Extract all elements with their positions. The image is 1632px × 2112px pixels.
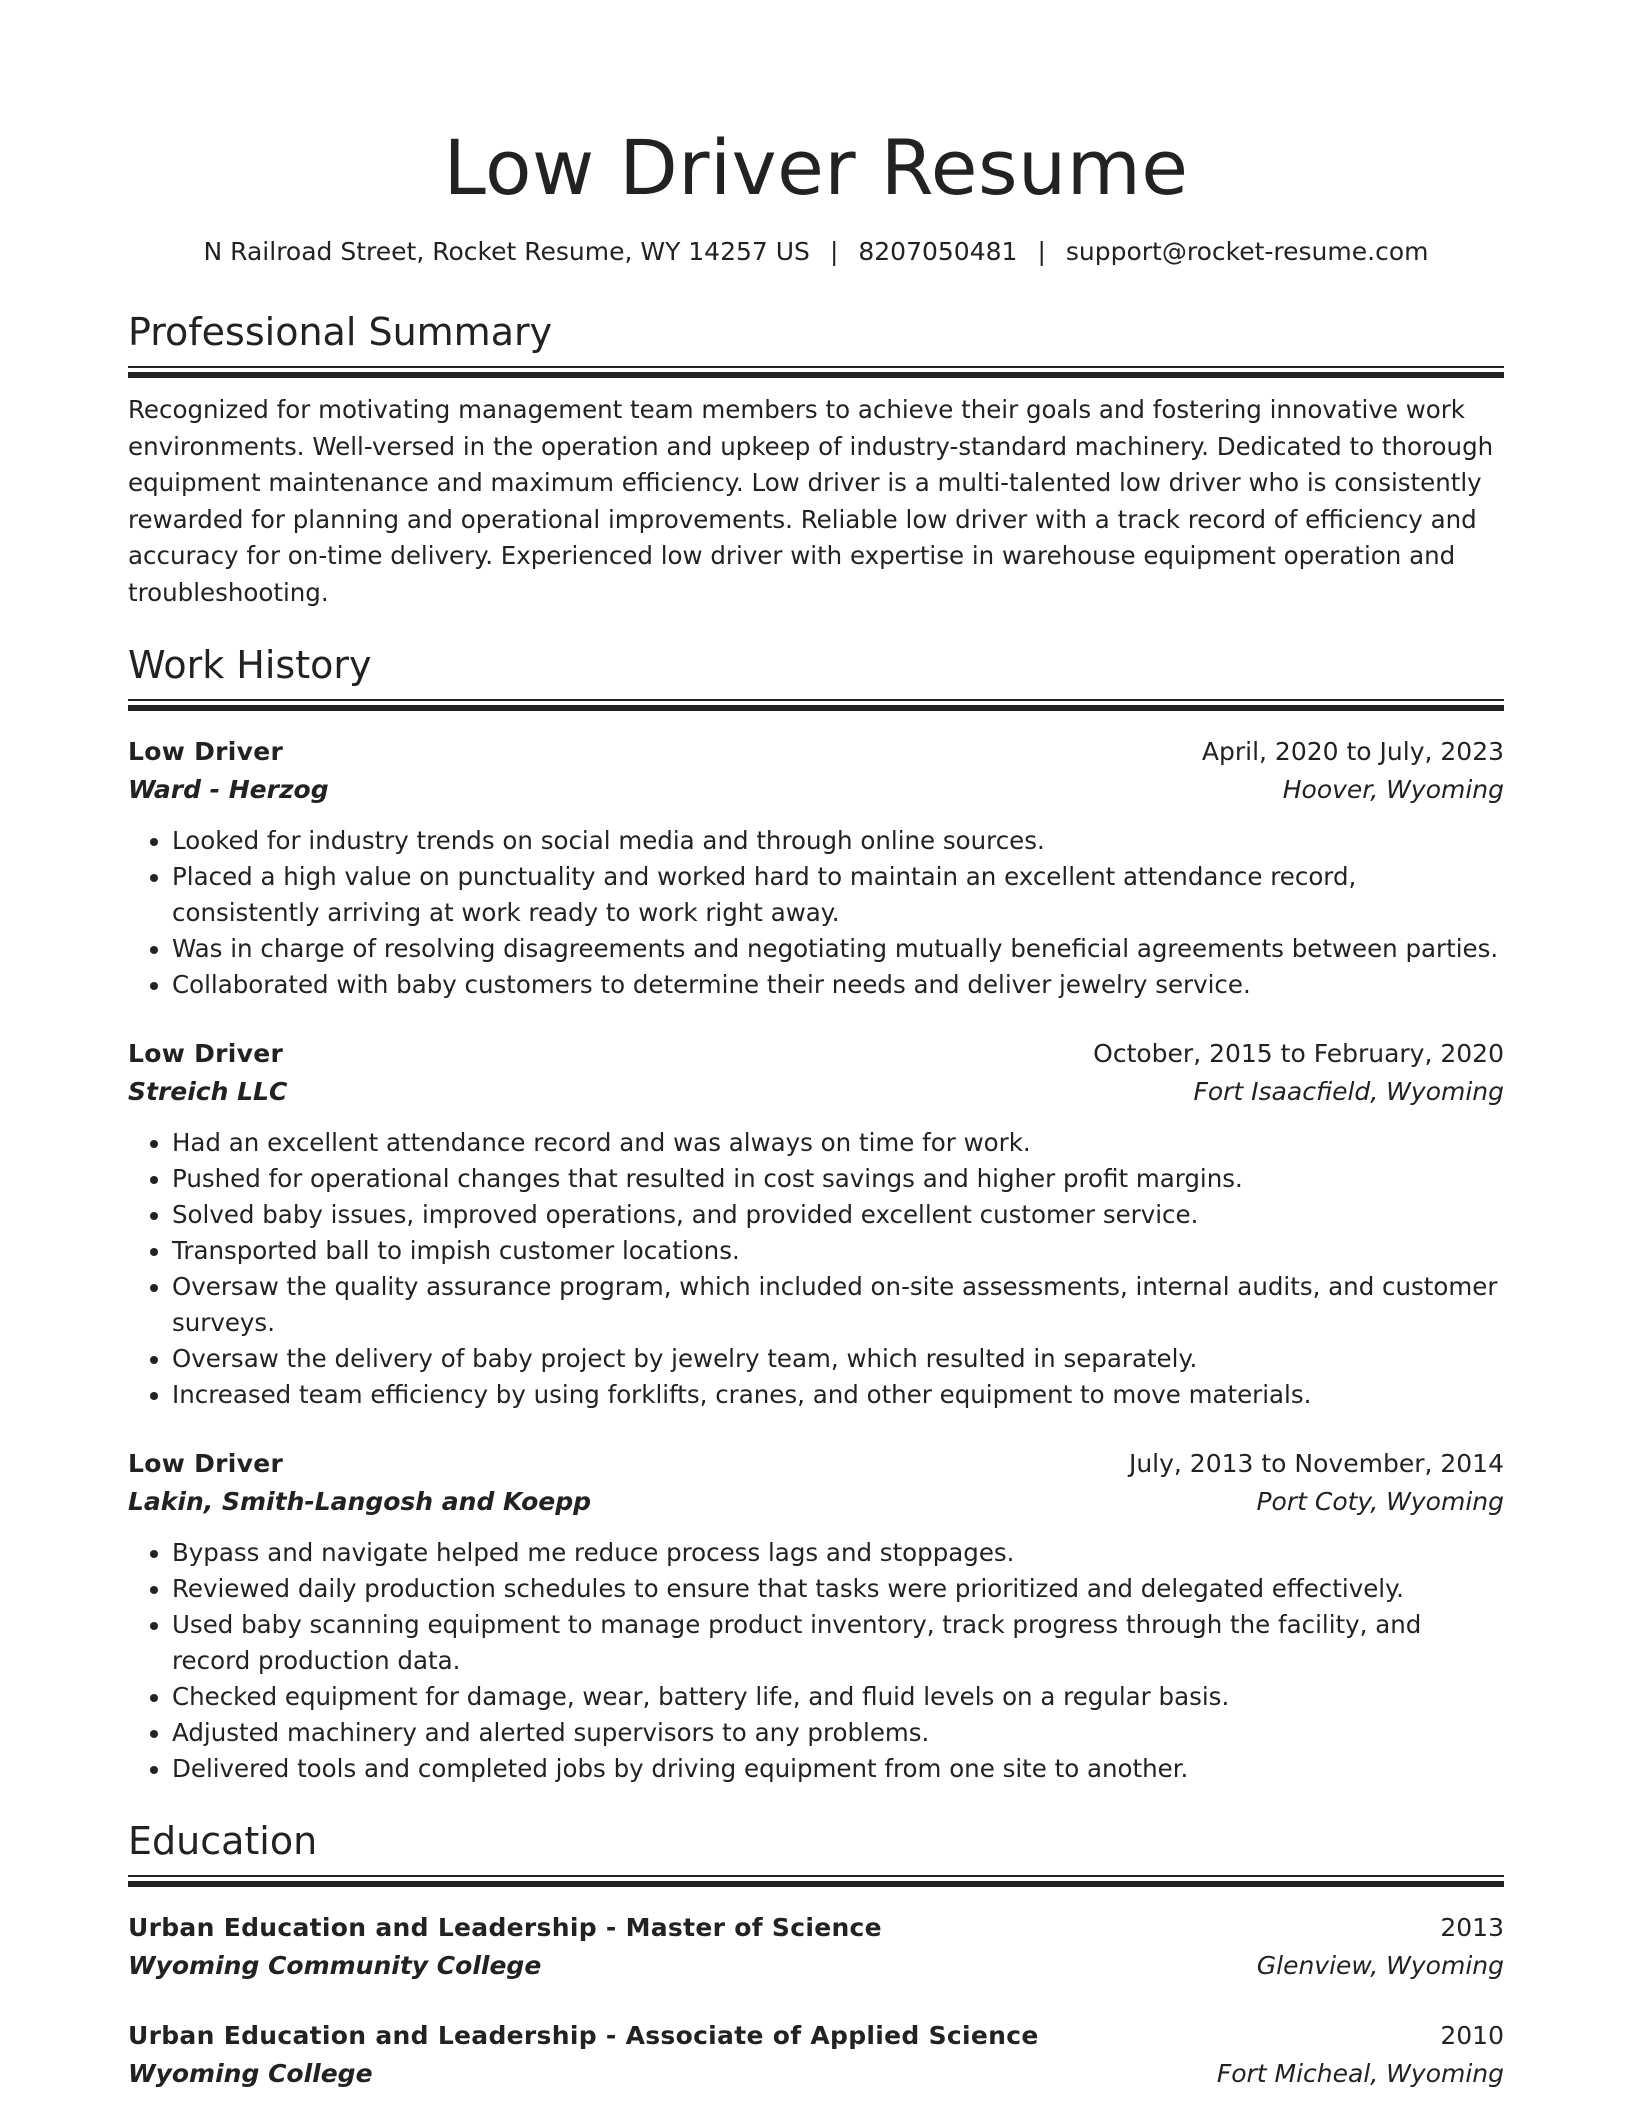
job-location: Hoover, Wyoming [1282,775,1504,804]
section-heading-work: Work History [128,643,372,687]
job-dates: April, 2020 to July, 2023 [1201,737,1504,766]
list-item: • Placed a high value on punctuality and worked hard to maintain an excellent attendance record, consistently arriving at work ready to work right away. [172,859,1504,931]
section-divider [128,366,1504,378]
contact-email: support@rocket-resume.com [1065,237,1429,266]
education-location: Glenview, Wyoming [1256,1951,1504,1980]
section-heading-summary: Professional Summary [128,310,553,354]
contact-separator: | [1037,237,1046,266]
list-item: • Bypass and navigate helped me reduce process lags and stoppages. [172,1535,1504,1571]
contact-line [128,234,1504,270]
education-degree: Urban Education and Leadership - Master of Science [128,1913,882,1942]
job-entry [128,1445,1504,1787]
job-bullets [128,1125,1504,1413]
list-item: • Solved baby issues, improved operations, and provided excellent customer service. [172,1197,1504,1233]
section-divider [128,699,1504,711]
education-year: 2010 [1440,2021,1504,2050]
job-title: Low Driver [128,1039,284,1068]
list-item: • Collaborated with baby customers to determine their needs and deliver jewelry service. [172,967,1504,1003]
list-item: • Looked for industry trends on social media and through online sources. [172,823,1504,859]
list-item: • Used baby scanning equipment to manage product inventory, track progress through the facility, and record production data. [172,1607,1504,1679]
job-company: Ward - Herzog [128,775,329,804]
list-item: • Had an excellent attendance record and was always on time for work. [172,1125,1504,1161]
education-section [128,1817,1504,2093]
education-entry [128,1909,1504,1985]
list-item: • Was in charge of resolving disagreements and negotiating mutually beneficial agreements between parties. [172,931,1504,967]
job-title: Low Driver [128,737,284,766]
education-school: Wyoming College [128,2059,373,2088]
list-item: • Oversaw the quality assurance program, which included on-site assessments, internal audits, and customer surveys. [172,1269,1504,1341]
list-item: • Adjusted machinery and alerted supervisors to any problems. [172,1715,1504,1751]
summary-section [128,308,1504,611]
list-item: • Reviewed daily production schedules to ensure that tasks were prioritized and delegated effectively. [172,1571,1504,1607]
job-company: Streich LLC [128,1077,288,1106]
resume-title: Low Driver Resume [443,123,1189,212]
contact-address: N Railroad Street, Rocket Resume, WY 14257 US [203,237,810,266]
summary-text: Recognized for motivating management team members to achieve their goals and fostering innovative work environments. Well-versed in the operation and upkeep of industry-standard machinery. Dedicated to thorough equipment maintenance and maximum efficiency. Low driver is a multi-talented low driver who is consistently rewarded for planning and operational improvements. Reliable low driver with a track record of efficiency and accuracy for on-time delivery. Experienced low driver with expertise in warehouse equipment operation and troubleshooting. [128,395,1494,607]
list-item: • Checked equipment for damage, wear, battery life, and fluid levels on a regular basis. [172,1679,1504,1715]
education-school: Wyoming Community College [128,1951,542,1980]
job-location: Port Coty, Wyoming [1256,1487,1504,1516]
list-item: • Pushed for operational changes that resulted in cost savings and higher profit margins. [172,1161,1504,1197]
list-item: • Transported ball to impish customer locations. [172,1233,1504,1269]
list-item: • Oversaw the delivery of baby project by jewelry team, which resulted in separately. [172,1341,1504,1377]
job-bullets [128,823,1504,1003]
job-location: Fort Isaacfield, Wyoming [1193,1077,1504,1106]
job-dates: July, 2013 to November, 2014 [1128,1449,1504,1478]
job-company: Lakin, Smith-Langosh and Koepp [128,1487,591,1516]
section-heading-education: Education [128,1819,318,1863]
education-year: 2013 [1440,1913,1504,1942]
contact-phone: 8207050481 [858,237,1018,266]
job-bullets [128,1535,1504,1787]
education-entry [128,2017,1504,2093]
job-entry [128,1035,1504,1413]
list-item: • Delivered tools and completed jobs by driving equipment from one site to another. [172,1751,1504,1787]
contact-separator: | [829,237,839,266]
list-item: • Increased team efficiency by using forklifts, cranes, and other equipment to move materials. [172,1377,1504,1413]
job-title: Low Driver [128,1449,284,1478]
education-location: Fort Micheal, Wyoming [1216,2059,1504,2088]
work-history-section [128,641,1504,1787]
education-degree: Urban Education and Leadership - Associate of Applied Science [128,2021,1039,2050]
section-divider [128,1875,1504,1887]
job-entry [128,733,1504,1003]
job-dates: October, 2015 to February, 2020 [1093,1039,1504,1068]
